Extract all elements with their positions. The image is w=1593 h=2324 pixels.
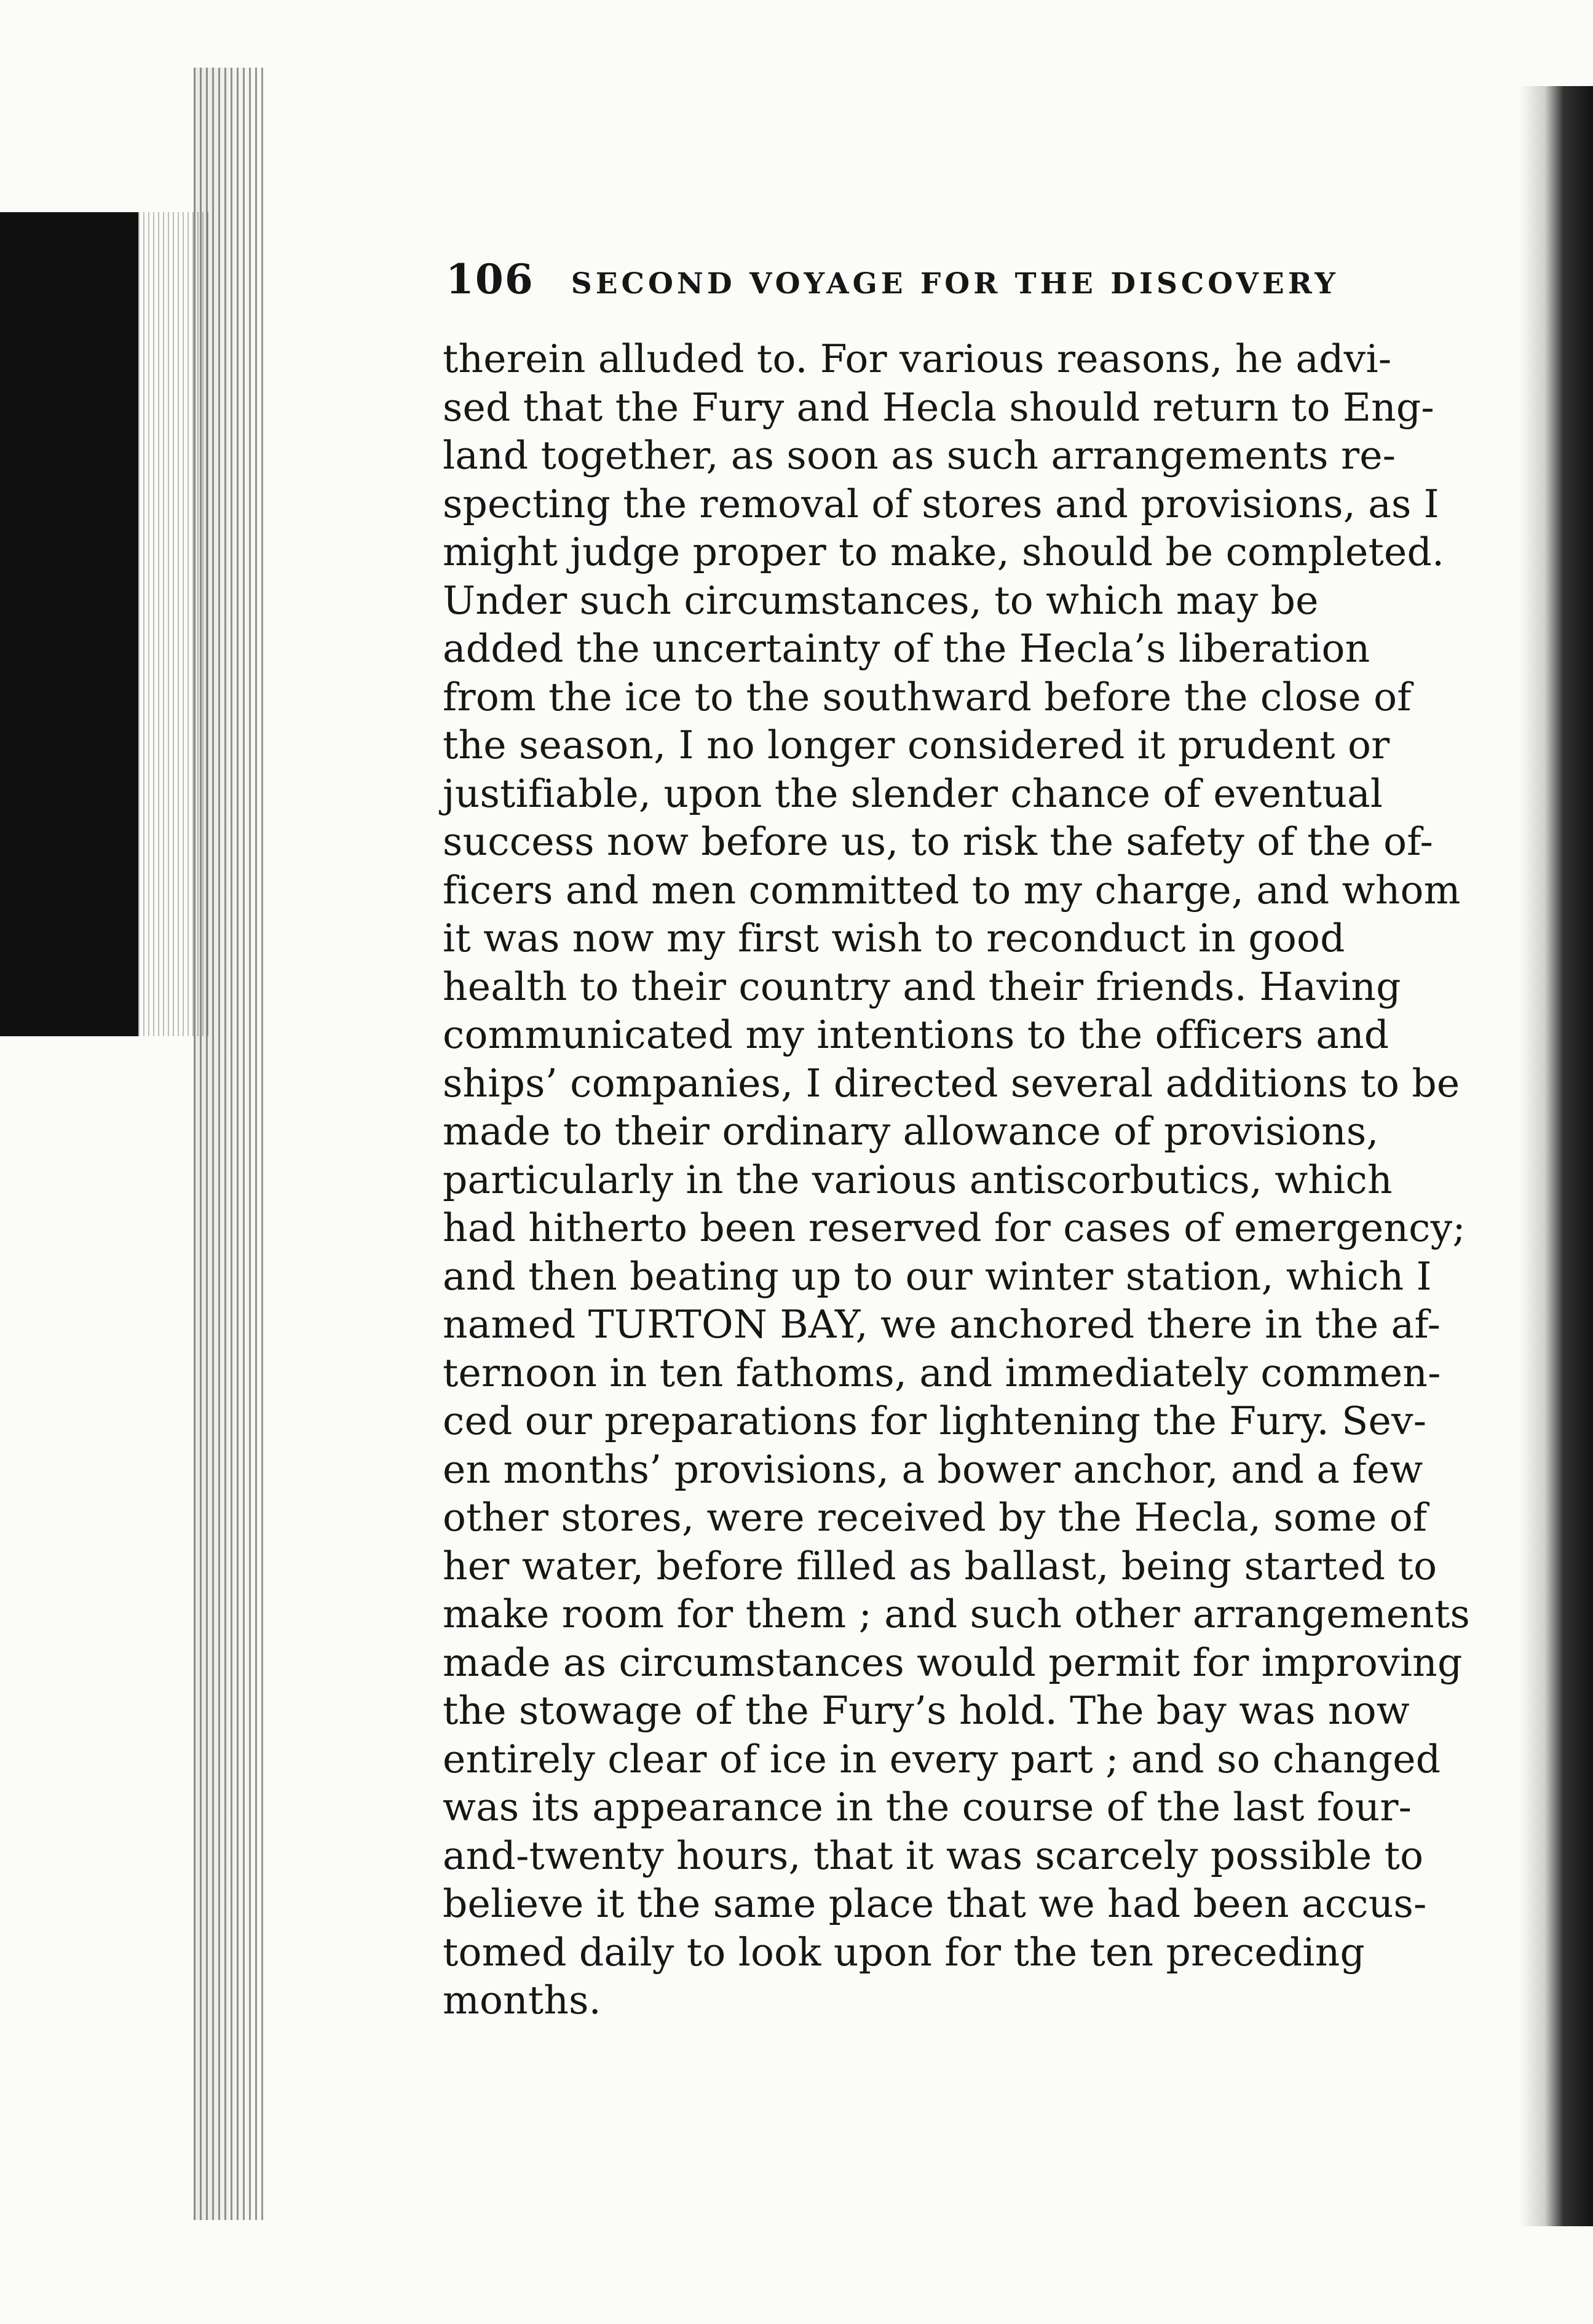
text-line: made as circumstances would permit for improving [443,1640,1463,1685]
text-line: added the uncertainty of the Hecla’s liberation [443,626,1370,671]
text-line: was its appearance in the course of the last four- [443,1785,1412,1830]
text-line: success now before us, to risk the safety of the of- [443,819,1433,864]
text-line: the stowage of the Fury’s hold. The bay was now [443,1688,1410,1733]
text-line: believe it the same place that we had been accus- [443,1881,1427,1926]
body-text [443,335,1471,2025]
text-line: particularly in the various antiscorbutics, which [443,1157,1393,1202]
text-line: made to their ordinary allowance of provisions, [443,1109,1379,1154]
page-header [446,255,1374,323]
text-line: it was now my first wish to reconduct in good [443,916,1345,961]
text-line: ficers and men committed to my charge, and whom [443,867,1461,913]
text-line: the season, I no longer considered it prudent or [443,723,1390,767]
text-line: ships’ companies, I directed several additions to be [443,1060,1460,1106]
text-line: health to their country and their friends. Having [443,964,1401,1009]
text-line: Under such circumstances, to which may be [443,577,1319,623]
page-number: 106 [446,255,534,303]
text-line: specting the removal of stores and provisions, as I [443,481,1439,526]
text-line: might judge proper to make, should be completed. [443,529,1445,574]
text-line: from the ice to the southward before the close of [443,674,1412,720]
scan-gutter [194,68,267,2220]
text-line: named TURTON BAY, we anchored there in the af- [443,1302,1441,1347]
text-line: and then beating up to our winter station, which I [443,1253,1432,1299]
text-line: en months’ provisions, a bower anchor, and a few [443,1446,1423,1492]
text-line: communicated my intentions to the officers and [443,1012,1389,1057]
scan-right-edge [1519,86,1593,2226]
text-line: months. [443,1978,601,2023]
text-line: sed that the Fury and Hecla should return to Eng- [443,384,1434,430]
text-line: land together, as soon as such arrangements re- [443,433,1396,478]
text-line: entirely clear of ice in every part ; and so changed [443,1736,1441,1782]
text-line: had hitherto been reserved for cases of emergency; [443,1205,1466,1250]
text-line: ced our preparations for lightening the Fury. Sev- [443,1398,1427,1443]
text-line: ternoon in ten fathoms, and immediately commen- [443,1350,1441,1395]
text-line: make room for them ; and such other arrangements [443,1592,1471,1636]
text-line: and-twenty hours, that it was scarcely possible to [443,1833,1424,1878]
text-line: justifiable, upon the slender chance of eventual [443,771,1383,816]
scan-left-band [0,212,138,1036]
running-head: SECOND VOYAGE FOR THE DISCOVERY [571,267,1339,301]
text-line: other stores, were received by the Hecla, some of [443,1495,1428,1540]
text-line: therein alluded to. For various reasons, he advi- [443,336,1392,381]
text-line: her water, before filled as ballast, being started to [443,1543,1437,1588]
text-line: tomed daily to look upon for the ten preceding [443,1929,1366,1975]
